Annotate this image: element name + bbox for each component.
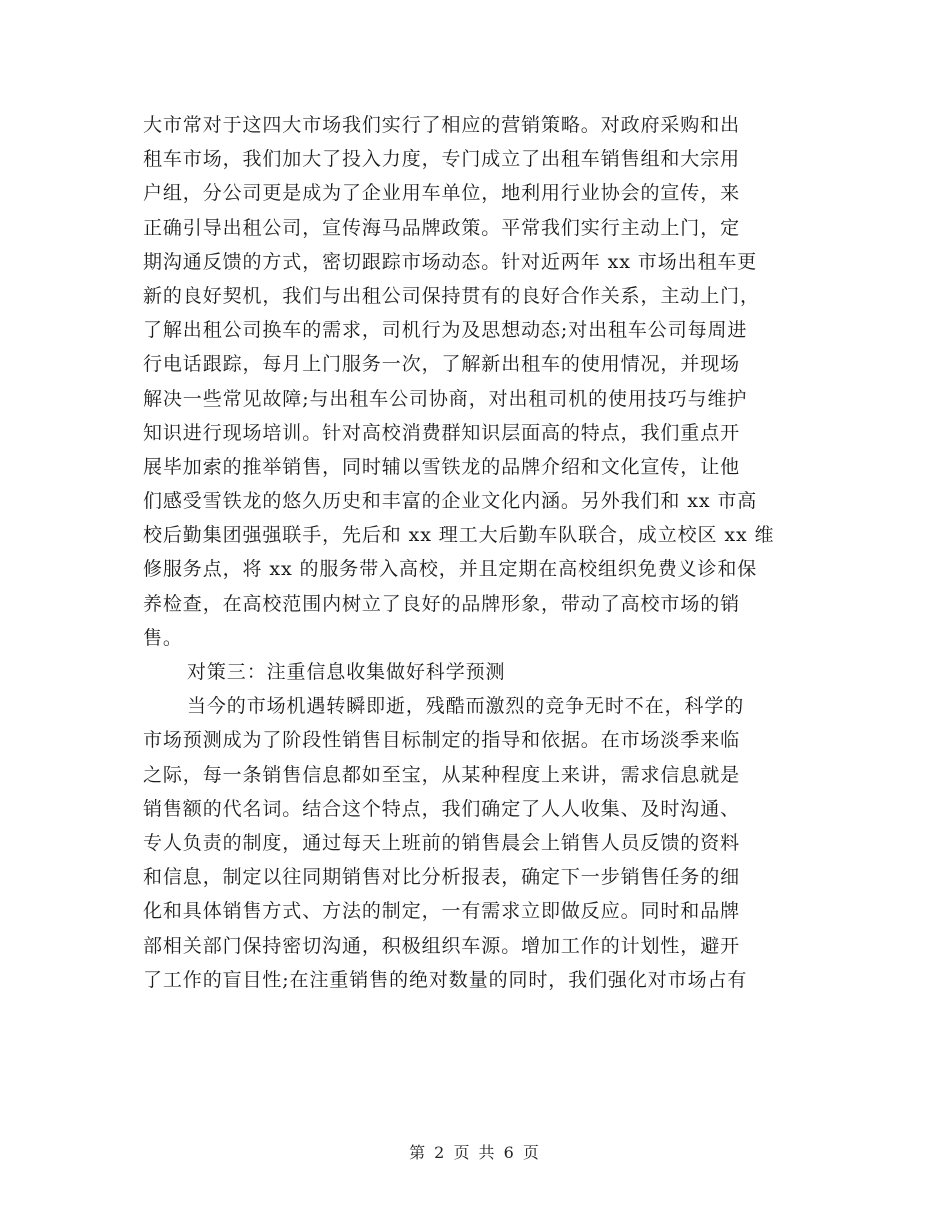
text-line: 知识进行现场培训。针对高校消费群知识层面高的特点，我们重点开 <box>143 421 741 444</box>
paragraph-2 <box>143 689 813 997</box>
text-line: 了工作的盲目性;在注重销售的绝对数量的同时，我们强化对市场占有 <box>143 968 748 991</box>
text-line: 专人负责的制度，通过每天上班前的销售晨会上销售人员反馈的资料 <box>143 831 741 854</box>
text-line: 户组，分公司更是成为了企业用车单位，地利用行业协会的宣传，来 <box>143 182 741 205</box>
text-line: 和信息，制定以往同期销售对比分析报表，确定下一步销售任务的细 <box>143 866 741 889</box>
text-line: 租车市场，我们加大了投入力度，专门成立了出租车销售组和大宗用 <box>143 148 741 171</box>
text-line: 了解出租公司换车的需求，司机行为及思想动态;对出租车公司每周进 <box>143 319 748 342</box>
text-line: 展毕加索的推举销售，同时辅以雪铁龙的品牌介绍和文化宣传，让他 <box>143 455 741 478</box>
text-line: 解决一些常见故障;与出租车公司协商，对出租司机的使用技巧与维护 <box>143 387 748 410</box>
section-heading: 对策三：注重信息收集做好科学预测 <box>187 661 506 683</box>
page-number-footer: 第 2 页 共 6 页 <box>409 1143 541 1162</box>
text-line: 当今的市场机遇转瞬即逝，残酷而激烈的竞争无时不在，科学的 <box>187 695 745 718</box>
text-line: 销售额的代名词。结合这个特点，我们确定了人人收集、及时沟通、 <box>143 797 741 820</box>
paragraph-1 <box>143 108 813 655</box>
text-line: 们感受雪铁龙的悠久历史和丰富的企业文化内涵。另外我们和 xx 市高 <box>143 490 758 513</box>
text-line: 市场预测成为了阶段性销售目标制定的指导和依据。在市场淡季来临 <box>143 729 741 752</box>
text-line: 修服务点，将 xx 的服务带入高校，并且定期在高校组织免费义诊和保 <box>143 558 758 581</box>
text-line: 新的良好契机，我们与出租公司保持贯有的良好合作关系，主动上门， <box>143 284 760 307</box>
text-line: 行电话跟踪，每月上门服务一次，了解新出租车的使用情况，并现场 <box>143 353 741 376</box>
text-line: 期沟通反馈的方式，密切跟踪市场动态。针对近两年 xx 市场出租车更 <box>143 250 758 273</box>
text-line: 化和具体销售方式、方法的制定，一有需求立即做反应。同时和品牌 <box>143 900 741 923</box>
text-line: 正确引导出租公司，宣传海马品牌政策。平常我们实行主动上门，定 <box>143 216 741 239</box>
text-line: 之际，每一条销售信息都如至宝，从某种程度上来讲，需求信息就是 <box>143 763 741 786</box>
text-line: 大市常对于这四大市场我们实行了相应的营销策略。对政府采购和出 <box>143 114 741 136</box>
text-line: 售。 <box>143 626 183 649</box>
text-line: 部相关部门保持密切沟通，积极组织车源。增加工作的计划性，避开 <box>143 934 741 957</box>
text-line: 养检查，在高校范围内树立了良好的品牌形象，带动了高校市场的销 <box>143 592 741 615</box>
document-body <box>143 108 813 997</box>
text-line: 校后勤集团强强联手，先后和 xx 理工大后勤车队联合，成立校区 xx 维 <box>143 524 775 547</box>
